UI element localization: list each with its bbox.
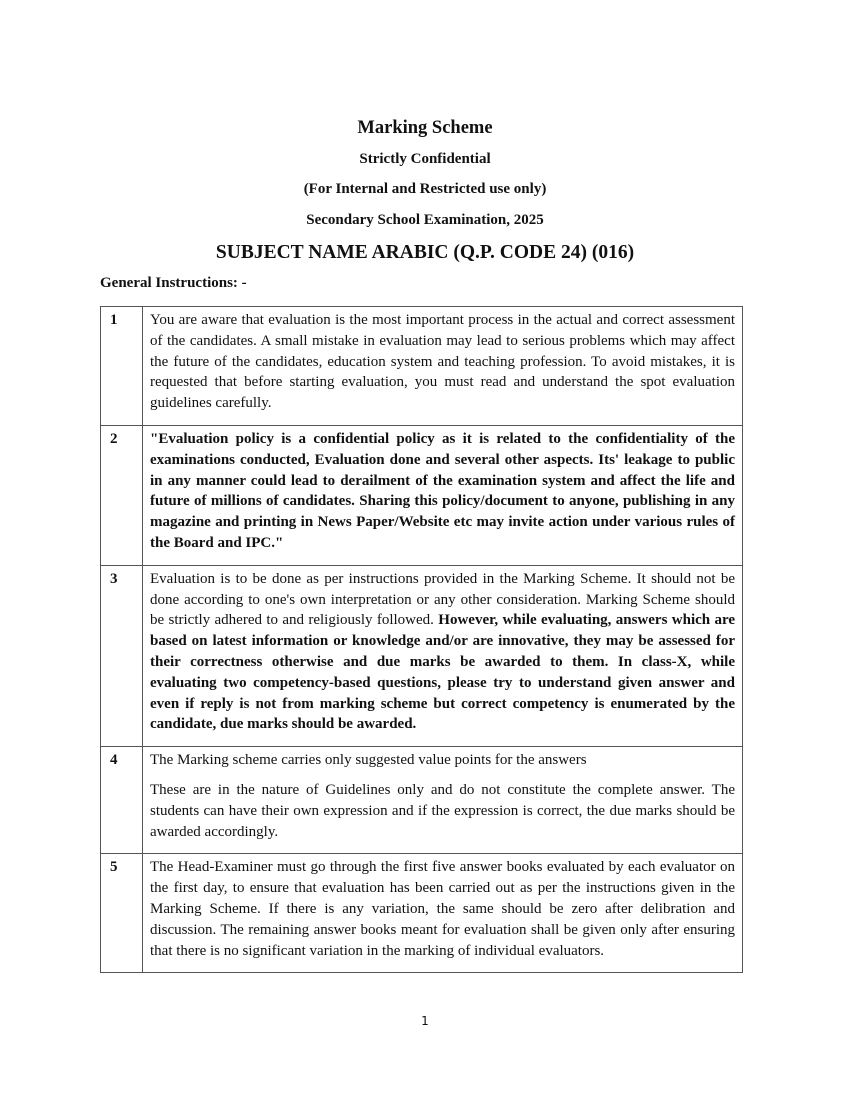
instruction-text: [143, 425, 743, 565]
instruction-paragraph: [150, 569, 735, 735]
usage-note: (For Internal and Restricted use only): [303, 181, 547, 197]
instruction-row: [101, 425, 743, 565]
instruction-row: [101, 307, 743, 426]
instruction-text-regular: These are in the nature of Guidelines only and do not constitute the complete answer. The students can have their own expression and if the expression is correct, the due marks should be awarded accordingly.: [150, 781, 735, 840]
instruction-text: [143, 307, 743, 426]
exam-name: Secondary School Examination, 2025: [306, 212, 544, 228]
subject-heading: SUBJECT NAME ARABIC (Q.P. CODE 24) (016): [215, 242, 635, 263]
document-title: Marking Scheme: [357, 118, 493, 138]
confidential-label: Strictly Confidential: [359, 151, 491, 167]
page-number: 1: [421, 1014, 429, 1028]
instruction-paragraph: [150, 780, 735, 842]
instruction-text-bold: "Evaluation policy is a confidential policy as it is related to the confidentiality of the examinations conducted, Evaluation done and several other aspects. Its' leakage to public in any manner could lead to derailment of the examination system and affect the life and future of millions of candidates. Sharing this policy/document to anyone, publishing in any magazine and printing in News Paper/Website etc may invite action under various rules of the Board and IPC.": [150, 430, 735, 551]
instruction-number: 1: [101, 307, 143, 426]
instruction-number: 2: [101, 425, 143, 565]
instruction-text: [143, 854, 743, 973]
instruction-text-regular: The Head-Examiner must go through the first five answer books evaluated by each evaluator on the first day, to ensure that evaluation has been carried out as per the instructions given in the Marking Scheme. If there is any variation, the same should be zero after delibration and discussion. The remaining answer books meant for evaluation shall be given only after ensuring that there is no significant variation in the marking of individual evaluators.: [150, 859, 735, 959]
instruction-text: [143, 747, 743, 854]
instruction-paragraph: [150, 750, 735, 771]
instruction-text-regular: Evaluation is to be done as per instructions provided in the Marking Scheme. It should not be done according to one's own interpretation or any other consideration. Marking Scheme should be strictly adhered to and religiously followed.: [150, 570, 735, 629]
instruction-row: [101, 747, 743, 854]
instruction-number: 3: [101, 565, 143, 746]
instruction-paragraph: [150, 429, 735, 554]
instruction-text-bold: However, while evaluating, answers which are based on latest information or knowledge and/or are innovative, they may be assessed for their correctness otherwise and due marks be awarded to them. In class-X, while evaluating two competency-based questions, please try to understand given answer and even if reply is not from marking scheme but correct competency is enumerated by the candidate, due marks should be awarded.: [150, 612, 736, 733]
instruction-paragraph: [150, 310, 735, 414]
instruction-row: [101, 854, 743, 973]
instructions-table: [100, 306, 743, 973]
instruction-number: 5: [101, 854, 143, 973]
instruction-text-regular: You are aware that evaluation is the most important process in the actual and correct assessment of the candidates. A small mistake in evaluation may lead to serious problems which may affect the future of the candidates, education system and teaching profession. To avoid mistakes, it is requested that before starting evaluation, you must read and understand the spot evaluation guidelines carefully.: [150, 312, 735, 412]
instruction-text: [143, 565, 743, 746]
instruction-row: [101, 565, 743, 746]
instruction-text-regular: The Marking scheme carries only suggested value points for the answers: [150, 752, 587, 769]
instruction-number: 4: [101, 747, 143, 854]
general-instructions-heading: General Instructions: -: [100, 275, 247, 291]
instruction-paragraph: [150, 857, 735, 961]
